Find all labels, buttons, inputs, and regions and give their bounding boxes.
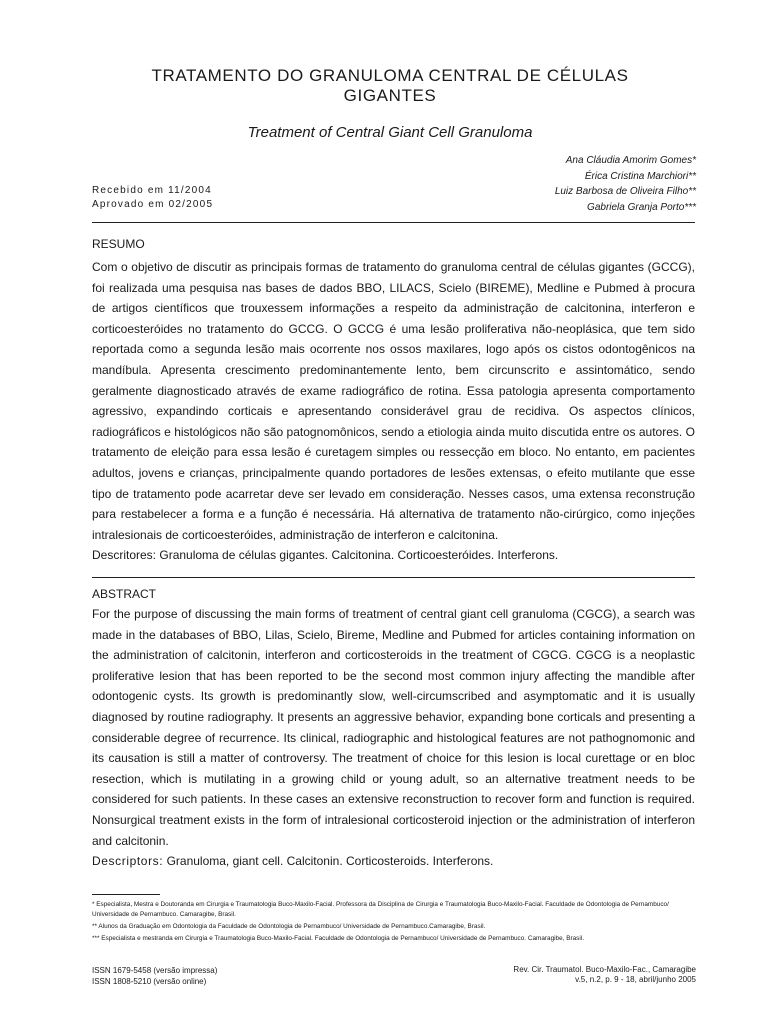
- resumo-text: Com o objetivo de discutir as principais formas de tratamento do granuloma central de células gigantes (GCCG), foi realizada uma pesquisa nas bases de dados BBO, LILACS, Scielo (BIREME), Medline e Pubmed à procura de artigos científicos que trouxessem informações a respeito da administração de calcitonina, interferon e corticoesteróides no tratamento do GCCG. O GCCG é uma lesão proliferativa não-neoplásica, que tem sido reportada como a segunda lesão mais ocorrente nos ossos maxilares, logo após os cistos odontogênicos na mandíbula. Apresenta crescimento predominantemente lento, bem circunscrito e assintomático, sendo geralmente diagnosticado através de exame radiográfico de rotina. Essa patologia apresenta comportamento agressivo, expandindo corticais e apresentando considerável grau de recidiva. Os aspectos clínicos, radiográficos e histológicos não são patognomônicos, sendo a etiologia ainda muito discutida entre os autores. O tratamento de eleição para essa lesão é curetagem simples ou ressecção em bloco. No entanto, em pacientes adultos, jovens e crianças, principalmente quando portadores de lesões extensas, o efeito mutilante que esse tipo de tratamento pode acarretar deve ser levado em consideração. Nesses casos, uma extensa reconstrução para restabelecer a forma e a função é necessária. Há alternativa de tratamento não-cirúrgico, como injeções intralesionais de corticoesteróides, administração de interferon e calcitonina.: [92, 260, 695, 542]
- abstract-text: For the purpose of discussing the main forms of treatment of central giant cell granuloma (CGCG), a search was made in the databases of BBO, Lilas, Scielo, Bireme, Medline and Pubmed for articles containing information on the administration of calcitonin, interferon and corticosteroids in the treatment of CGCG. CGCG is a neoplastic proliferative lesion that has been reported to be the second most common injury affecting the mandible after odontogenic cysts. Its growth is predominantly slow, well-circumscribed and asymptomatic and it is usually diagnosed by routine radiography. It presents an aggressive behavior, expanding bone corticals and presenting a considerable degree of recurrence. Its clinical, radiographic and histological features are not pathognomonic and its causation is still a matter of controversy. The treatment of choice for this lesion is local curettage or en bloc resection, which is mutilating in a growing child or young adult, so an alternative treatment needs to be considered for such patients. In these cases an extensive reconstruction to recover form and function is required. Nonsurgical treatment exists in the form of intralesional corticosteroid injection or the administration of interferon and calcitonin.: [92, 607, 695, 848]
- approved-date: Aprovado em 02/2005: [92, 199, 214, 210]
- descriptors-text: Granuloma, giant cell. Calcitonin. Corticosteroids. Interferons.: [166, 854, 494, 869]
- footnotes: [92, 900, 695, 946]
- footnote: * Especialista, Mestra e Doutoranda em Cirurgia e Traumatologia Buco-Maxilo-Facial. Professora da Disciplina de Cirurgia e Traumatologia Buco-Maxilo-Facial. Faculdade de Odontologia de Pernambuco/ Universidade de Pernambuco. Camaragibe, Brasil.: [92, 901, 669, 918]
- submission-dates: [92, 184, 213, 212]
- title-line-2: GIGANTES: [343, 86, 437, 105]
- journal-volume: v.5, n.2, p. 9 - 18, abril/junho 2005: [575, 975, 696, 984]
- descriptors-text: Granuloma de células gigantes. Calcitonina. Corticoesteróides. Interferons.: [159, 548, 559, 563]
- footnote: *** Especialista e mestranda em Cirurgia e Traumatologia Buco-Maxilo-Facial. Faculdade de Odontologia de Pernambuco/ Universidade de Pernambuco. Camaragibe, Brasil.: [92, 935, 584, 942]
- author-name: Ana Cláudia Amorim Gomes*: [565, 155, 696, 166]
- descriptors-label: Descritores:: [92, 548, 157, 563]
- resumo-heading: RESUMO: [92, 237, 145, 251]
- descriptors-label: Descriptors:: [92, 854, 164, 869]
- author-name: Érica Cristina Marchiori**: [584, 170, 696, 182]
- footnote: ** Alunos da Graduação em Odontologia da Faculdade de Odontologia de Pernambuco/ Universidade de Pernambuco.Camaragibe, Brasil.: [92, 923, 486, 930]
- title-line-1: TRATAMENTO DO GRANULOMA CENTRAL DE CÉLULAS: [151, 66, 629, 85]
- divider: [92, 222, 695, 223]
- abstract-heading: ABSTRACT: [92, 587, 157, 601]
- journal-name: Rev. Cir. Traumatol. Buco-Maxilo-Fac., Camaragibe: [513, 965, 696, 974]
- resumo-body: [92, 257, 695, 566]
- divider: [92, 577, 695, 578]
- author-name: Luiz Barbosa de Oliveira Filho**: [554, 186, 696, 197]
- issn-online: ISSN 1808-5210 (versão online): [92, 977, 207, 986]
- footnote-divider: [92, 894, 160, 895]
- article-title: [100, 66, 680, 106]
- author-name: Gabriela Granja Porto***: [587, 201, 696, 213]
- issn-block: [92, 965, 217, 987]
- abstract-body: [92, 604, 695, 872]
- resumo-descriptors: [92, 545, 695, 566]
- journal-citation: [513, 965, 696, 985]
- received-date: Recebido em 11/2004: [92, 185, 212, 196]
- article-subtitle: Treatment of Central Giant Cell Granuloma: [247, 124, 533, 141]
- issn-print: ISSN 1679-5458 (versão impressa): [92, 966, 218, 975]
- author-list: [555, 153, 696, 215]
- abstract-descriptors: [92, 851, 695, 872]
